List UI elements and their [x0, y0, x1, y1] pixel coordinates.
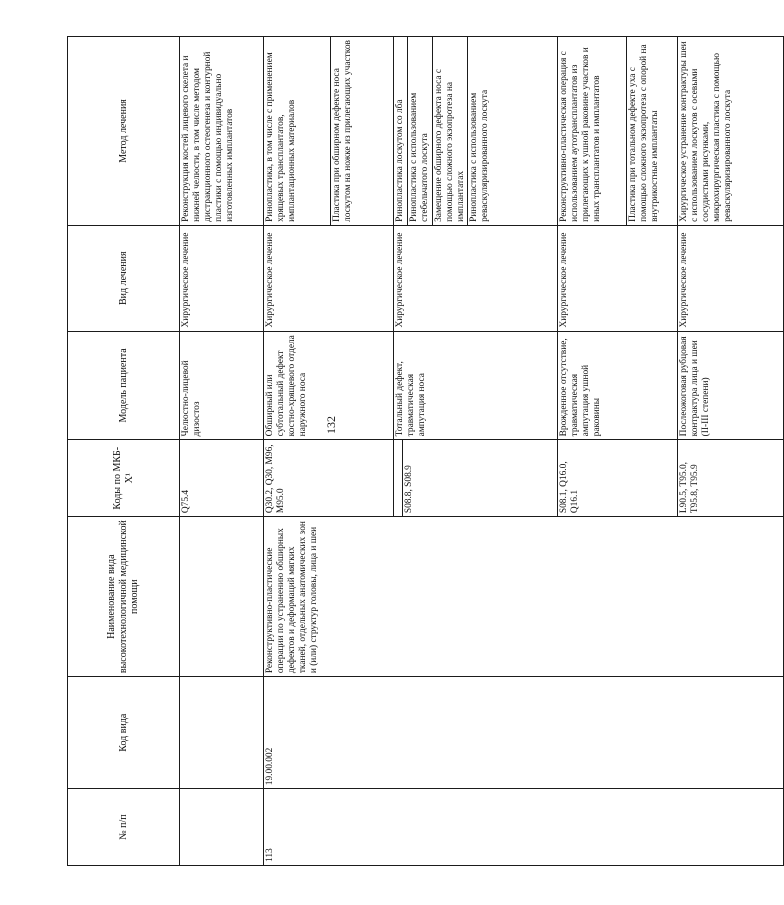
header-name: Наименование вида высокотехнологичной медицинской помощи	[68, 517, 180, 677]
method-item: Реконструктивно-пластическая операция с использованием аутотрансплантатов из прилегающих к ушной раковине участков и иных трансплантатов и имплантатов	[558, 37, 627, 225]
table-row	[264, 37, 394, 866]
cell-name	[180, 517, 264, 677]
method-item: Пластика при обширном дефекте носа лоскутом на ножке из прилегающих участков	[332, 40, 353, 222]
cell-model: Тотальный дефект, травматическая ампутация носа	[394, 331, 558, 440]
cell-icd: S08.1, Q16.0, Q16.1	[558, 440, 678, 517]
cell-icd: L90.5, T95.0, T95.8, T95.9	[678, 440, 784, 517]
treatment-table	[67, 36, 784, 866]
method-list	[264, 37, 393, 225]
method-item: Ринопластика с использованием реваскуляризированного лоскута	[469, 89, 491, 222]
cell-blank	[394, 440, 403, 516]
method-item: Ринопластика, в том числе с применением хрящевых трансплантатов, имплантационных материалов	[264, 37, 331, 225]
table-row	[180, 37, 264, 866]
cell-name: Реконструктивно-пластические операции по устранению обширных дефектов и деформаций мягких тканей, отдельных анатомических зон и (или) структур головы, лица и шеи	[264, 517, 784, 677]
cell-method	[264, 37, 394, 226]
cell-kind: Хирургическое лечение	[264, 225, 394, 331]
page-number: 132	[324, 416, 338, 434]
cell-num: 113	[264, 789, 784, 866]
cell-num	[180, 789, 264, 866]
cell-icd: Q30.2, Q30, M96, M95.0	[264, 440, 394, 517]
cell-code: 19.00.002	[264, 677, 784, 789]
method-list	[394, 37, 557, 225]
cell-icd	[394, 440, 558, 517]
cell-method: Реконструкция костей лицевого скелета и нижней челюсти, в том числе методом дистракционного остеогенеза и контурной пластики с помощью индивидуально изготовленных имплантатов	[180, 37, 264, 226]
method-item: Замещение обширного дефекта носа с помощью сложного экзопротеза на имплантатах	[433, 37, 469, 225]
cell-kind: Хирургическое лечение	[558, 225, 678, 331]
cell-kind: Хирургическое лечение	[180, 225, 264, 331]
header-kind: Вид лечения	[68, 225, 180, 331]
header-code: Код вида	[68, 677, 180, 789]
cell-model: Обширный или субтотальный дефект костно-хрящевого отдела наружного носа	[264, 331, 394, 440]
cell-method	[558, 37, 678, 226]
rotated-table-container	[67, 36, 733, 866]
header-model: Модель пациента	[68, 331, 180, 440]
icd-split	[394, 440, 557, 516]
method-list	[558, 37, 677, 225]
method-item: Ринопластика лоскутом со лба	[394, 37, 408, 225]
method-item: Пластика при тотальном дефекте уха с помощью сложного экзопротеза с опорой на внутрикостные имплантаты	[628, 44, 660, 222]
cell-kind: Хирургическое лечение	[678, 225, 784, 331]
cell-model: Врожденное отсутствие, травматическая ампутация ушной раковины	[558, 331, 678, 440]
cell-kind: Хирургическое лечение	[394, 225, 558, 331]
cell-code	[180, 677, 264, 789]
cell-method	[394, 37, 558, 226]
icd-value: S08.8, S08.9	[404, 465, 414, 514]
cell-model: Послеожоговая рубцовая контрактура лица и шеи (II-III степени)	[678, 331, 784, 440]
cell-icd: Q75.4	[180, 440, 264, 517]
header-method: Метод лечения	[68, 37, 180, 226]
cell-model: Челюстно-лицевой дизостоз	[180, 331, 264, 440]
header-num: № п/п	[68, 789, 180, 866]
cell-method: Хирургическое устранение контрактуры шеи с использованием лоскутов с осевыми сосудистыми рисунками, микрохирургическая пластика с помощью реваскуляризированного лоскута	[678, 37, 784, 226]
method-item: Ринопластика с использованием стебельчатого лоскута	[408, 37, 433, 225]
header-row	[68, 37, 180, 866]
header-icd: Коды по МКБ-Х¹	[68, 440, 180, 517]
